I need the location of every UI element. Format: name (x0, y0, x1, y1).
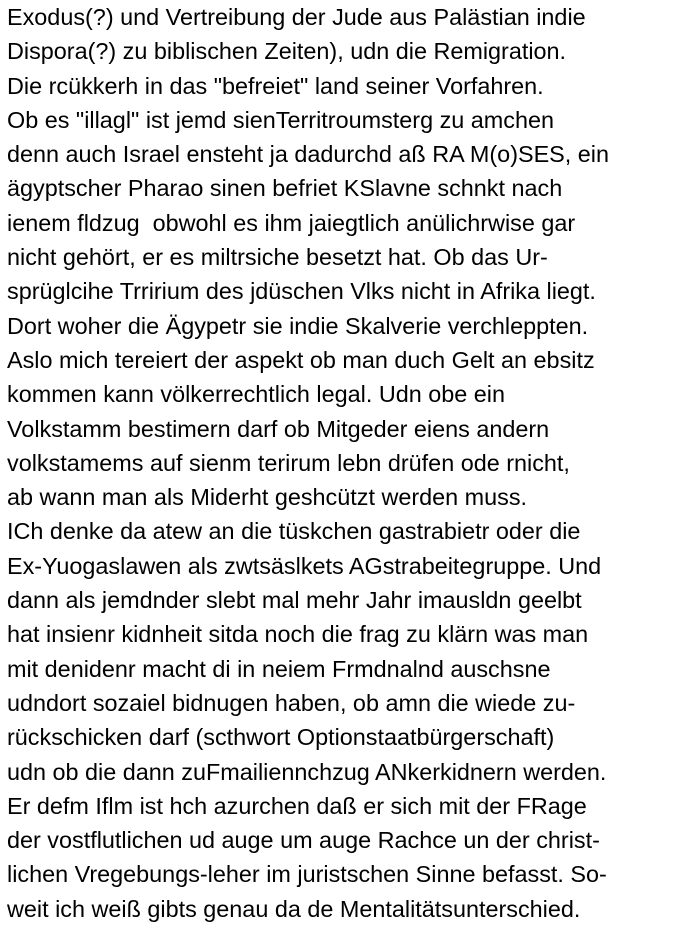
text-line: Er defm Iflm ist hch azurchen daß er sich mit der FRage (7, 792, 587, 819)
text-line: denn auch Israel ensteht ja dadurchd aß RA M(o)SES, ein (7, 141, 609, 168)
text-line: lichen Vregebungs-leher im juristschen Sinne befasst. So- (7, 861, 607, 888)
text-line: Aslo mich tereiert der aspekt ob man duch Gelt an ebsitz (7, 346, 595, 373)
text-line: rückschicken darf (scthwort Optionstaatbürgerschaft) (7, 724, 555, 751)
text-line: ägyptscher Pharao sinen befriet KSlavne schnkt nach (7, 175, 563, 202)
text-line: ienem fldzug obwohl es ihm jaiegtlich anülichrwise gar (7, 209, 576, 236)
text-line: Volkstamm bestimern darf ob Mitgeder eiens andern (7, 415, 550, 442)
text-line: hat insienr kidnheit sitda noch die frag zu klärn was man (7, 621, 589, 648)
text-line: Dispora(?) zu biblischen Zeiten), udn die Remigration. (7, 38, 567, 65)
text-line: weit ich weiß gibts genau da de Mentalitätsunterschied. (7, 895, 581, 922)
text-line: kommen kann völkerrechtlich legal. Udn obe ein (7, 381, 505, 408)
text-line: udn ob die dann zuFmailiennchzug ANkerkidnern werden. (7, 758, 607, 785)
text-line: Ob es "illagl" ist jemd sienTerritroumsterg zu amchen (7, 106, 554, 133)
text-line: der vostflutlichen ud auge um auge Rachce un der christ- (7, 827, 600, 854)
text-line: nicht gehört, er es miltrsiche besetzt hat. Ob das Ur- (7, 244, 548, 271)
text-line: Exodus(?) und Vertreibung der Jude aus Palästian indie (7, 4, 586, 30)
text-line: udndort sozaiel bidnugen haben, ob amn die wiede zu- (7, 689, 576, 716)
text-line: Dort woher die Ägypetr sie indie Skalverie verchleppten. (7, 312, 589, 339)
text-line: volkstamems auf sienm terirum lebn drüfen ode rnicht, (7, 449, 570, 476)
text-body (7, 0, 683, 926)
text-line: sprüglcihe Trririum des jdüschen Vlks nicht in Afrika liegt. (7, 278, 596, 305)
text-line: Ex-Yuogaslawen als zwtsäslkets AGstrabeitegruppe. Und (7, 552, 602, 579)
text-line: dann als jemdnder slebt mal mehr Jahr imausldn geelbt (7, 587, 582, 614)
text-line: mit denidenr macht di in neiem Frmdnalnd auschsne (7, 655, 551, 682)
text-line: Die rcükkerh in das "befreiet" land seiner Vorfahren. (7, 72, 544, 99)
text-line: ICh denke da atew an die tüskchen gastrabietr oder die (7, 518, 581, 545)
text-line: ab wann man als Miderht geshcützt werden muss. (7, 484, 528, 511)
